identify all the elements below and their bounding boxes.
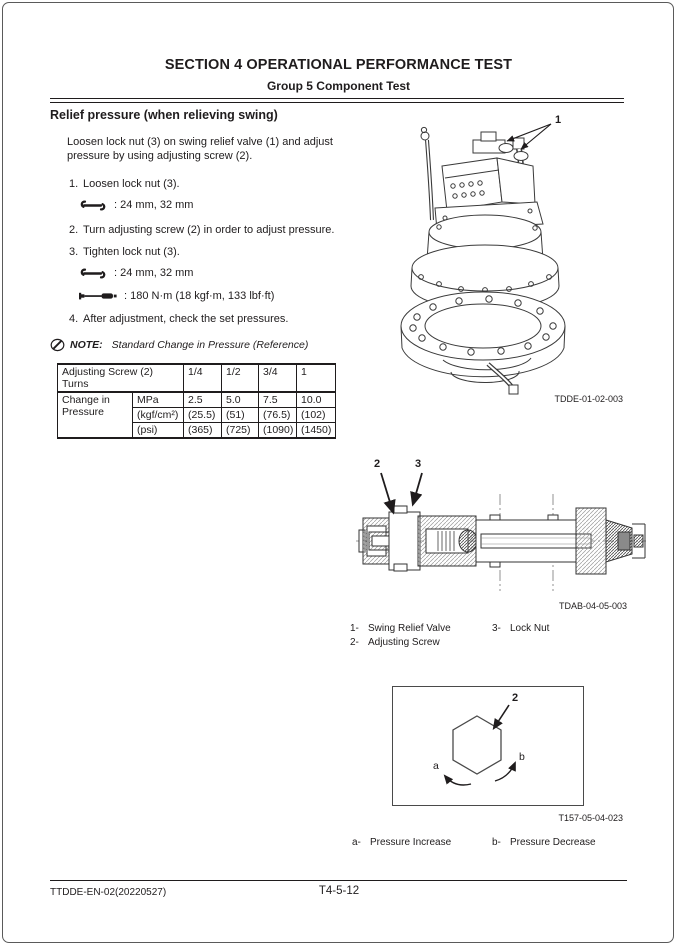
step-3-number: 3. bbox=[69, 246, 79, 258]
legend-swing-relief-valve bbox=[350, 623, 451, 634]
row-label: Change in Pressure bbox=[58, 392, 133, 438]
step-4-text: After adjustment, check the set pressures. bbox=[83, 313, 289, 325]
value-cell: (51) bbox=[222, 408, 259, 423]
legend-label: Adjusting Screw bbox=[368, 637, 440, 648]
legend-pressure-decrease bbox=[492, 837, 596, 848]
table-header-label: Adjusting Screw (2) Turns bbox=[58, 364, 184, 392]
motor-callout-1: 1 bbox=[555, 114, 562, 126]
intro-line-1: Loosen lock nut (3) on swing relief valve (1) and adjust bbox=[67, 136, 333, 148]
hex-rotation-figure bbox=[393, 687, 583, 805]
value-cell: (25.5) bbox=[184, 408, 222, 423]
unit-kgfcm2: (kgf/cm²) bbox=[133, 408, 184, 423]
step-1 bbox=[69, 178, 375, 191]
value-cell: (76.5) bbox=[259, 408, 297, 423]
header-divider bbox=[50, 98, 624, 103]
valve-callout-2: 2 bbox=[374, 458, 381, 470]
value-cell: (1090) bbox=[259, 423, 297, 439]
hex-rotation-figure-box bbox=[392, 686, 584, 806]
table-row-mpa bbox=[58, 392, 336, 408]
swing-motor-figure bbox=[385, 108, 655, 398]
torque-spec bbox=[78, 290, 274, 302]
document-code: TTDDE-EN-02(20220527) bbox=[50, 887, 167, 898]
legend-key: 2- bbox=[350, 637, 359, 648]
note-text: Standard Change in Pressure (Reference) bbox=[111, 339, 309, 351]
value-cell: (725) bbox=[222, 423, 259, 439]
topic-heading: Relief pressure (when relieving swing) bbox=[50, 108, 278, 122]
note-row bbox=[50, 338, 308, 352]
legend-adjusting-screw bbox=[350, 637, 440, 648]
footer-divider bbox=[50, 880, 627, 881]
legend-label: Pressure Increase bbox=[370, 837, 452, 848]
turns-1-4: 1/4 bbox=[184, 364, 222, 392]
value-cell: 7.5 bbox=[259, 392, 297, 408]
step-4-number: 4. bbox=[69, 313, 79, 325]
hex-label-b: b bbox=[519, 751, 525, 763]
hex-figure-id: T157-05-04-023 bbox=[558, 813, 623, 823]
note-label: NOTE: bbox=[70, 339, 103, 351]
legend-lock-nut bbox=[492, 623, 549, 634]
value-cell: 10.0 bbox=[297, 392, 336, 408]
wrench-icon bbox=[78, 200, 108, 211]
wrench-icon bbox=[78, 268, 108, 279]
step-3-text: Tighten lock nut (3). bbox=[83, 246, 180, 258]
turns-1-2: 1/2 bbox=[222, 364, 259, 392]
legend-key: 1- bbox=[350, 623, 359, 634]
step-4 bbox=[69, 313, 375, 326]
turns-3-4: 3/4 bbox=[259, 364, 297, 392]
wrench-spec-2 bbox=[78, 267, 193, 279]
hex-label-a: a bbox=[433, 760, 439, 772]
step-1-number: 1. bbox=[69, 178, 79, 190]
section-title: SECTION 4 OPERATIONAL PERFORMANCE TEST bbox=[164, 57, 513, 73]
note-pen-icon bbox=[50, 338, 65, 352]
step-2 bbox=[69, 224, 375, 237]
intro-line-2: pressure by using adjusting screw (2). bbox=[67, 149, 253, 162]
unit-mpa: MPa bbox=[133, 392, 184, 408]
intro-paragraph bbox=[67, 136, 367, 163]
page-number: T4-5-12 bbox=[318, 885, 360, 897]
legend-key: 3- bbox=[492, 623, 501, 634]
torque-spec-text: : 180 N·m (18 kgf·m, 133 lbf·ft) bbox=[124, 290, 275, 302]
legend-key: a- bbox=[352, 837, 361, 848]
step-3 bbox=[69, 246, 375, 259]
group-title: Group 5 Component Test bbox=[266, 79, 411, 93]
legend-label: Lock Nut bbox=[510, 623, 550, 634]
value-cell: 5.0 bbox=[222, 392, 259, 408]
wrench-spec-1-text: : 24 mm, 32 mm bbox=[114, 199, 194, 211]
torque-wrench-icon bbox=[78, 291, 118, 301]
value-cell: (102) bbox=[297, 408, 336, 423]
legend-label: Swing Relief Valve bbox=[368, 623, 451, 634]
pressure-change-table bbox=[57, 363, 336, 439]
valve-figure-id: TDAB-04-05-003 bbox=[558, 601, 627, 611]
table-header-row bbox=[58, 364, 336, 392]
valve-callout-3: 3 bbox=[415, 458, 422, 470]
legend-label: Pressure Decrease bbox=[510, 837, 596, 848]
step-2-text: Turn adjusting screw (2) in order to adjust pressure. bbox=[83, 224, 335, 236]
value-cell: (1450) bbox=[297, 423, 336, 439]
turns-1: 1 bbox=[297, 364, 336, 392]
legend-pressure-increase bbox=[352, 837, 451, 848]
wrench-spec-2-text: : 24 mm, 32 mm bbox=[114, 267, 194, 279]
motor-figure-id: TDDE-01-02-003 bbox=[554, 394, 623, 404]
step-2-number: 2. bbox=[69, 224, 79, 236]
unit-psi: (psi) bbox=[133, 423, 184, 439]
value-cell: (365) bbox=[184, 423, 222, 439]
hex-callout-2: 2 bbox=[512, 692, 519, 704]
relief-valve-section-figure bbox=[350, 450, 650, 615]
wrench-spec-1 bbox=[78, 199, 193, 211]
value-cell: 2.5 bbox=[184, 392, 222, 408]
legend-key: b- bbox=[492, 837, 501, 848]
step-1-text: Loosen lock nut (3). bbox=[83, 178, 180, 190]
